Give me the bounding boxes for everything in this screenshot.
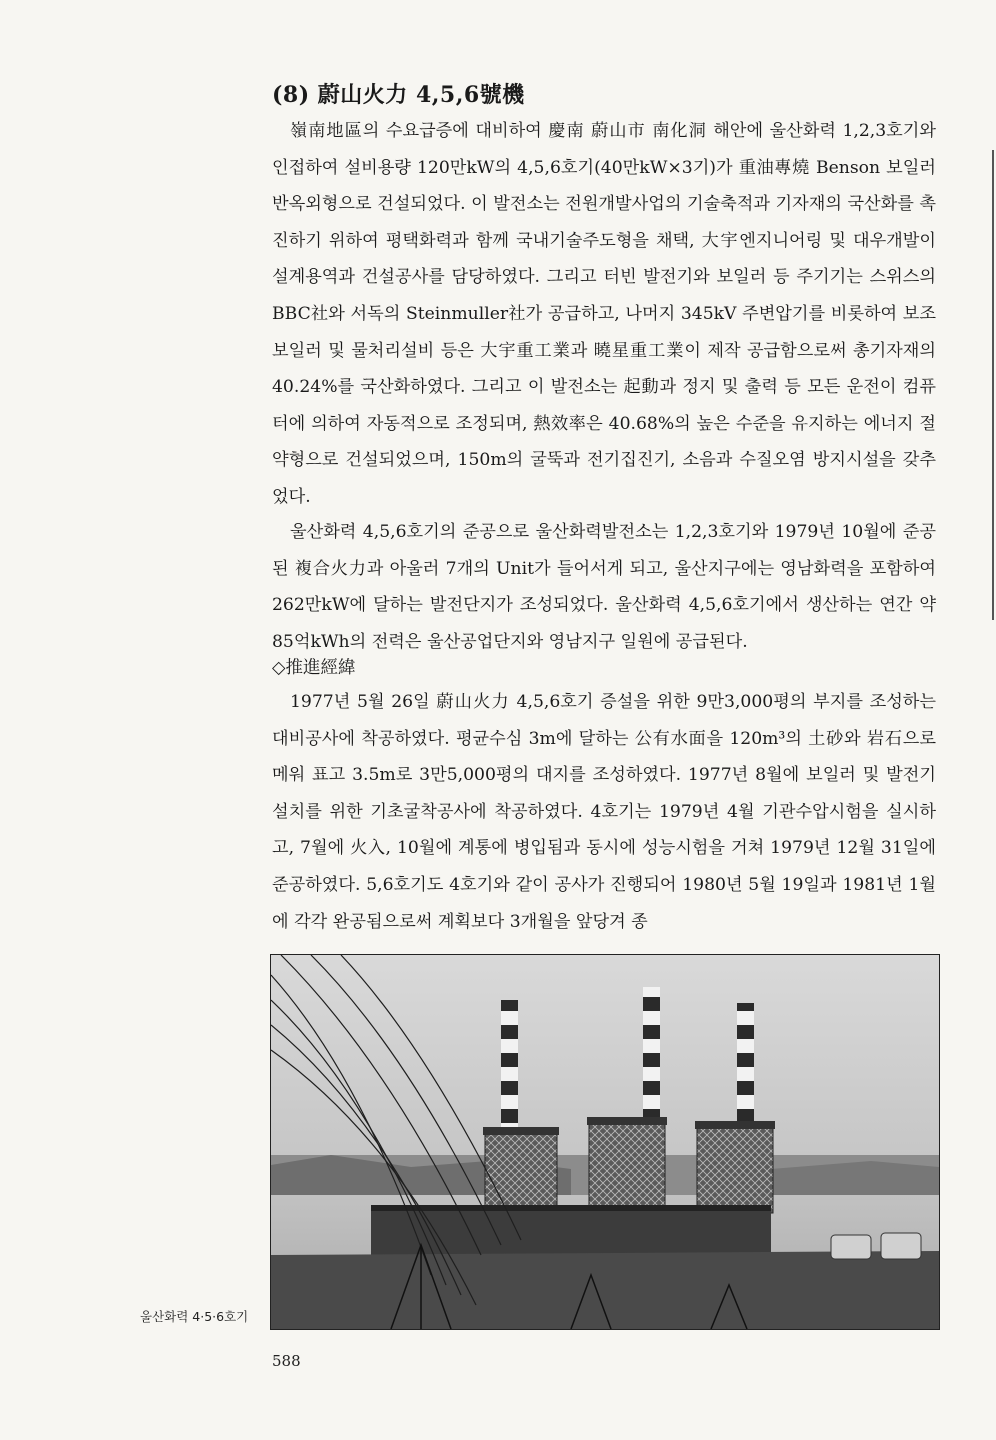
scan-margin-line [992, 150, 994, 620]
body-paragraph-1: 嶺南地區의 수요급증에 대비하여 慶南 蔚山市 南化洞 해안에 울산화력 1,2,3호기와 인접하여 설비용량 120만kW의 4,5,6호기(40만kW×3기)가 重油專燒 Benson 보일러 반옥외형으로 건설되었다. 이 발전소는 전원개발사업의 기술축적과 기자재의 국산화를 촉진하기 위하여 평택화력과 함께 국내기술주도형을 채택, 大宇엔지니어링 및 대우개발이 설계용역과 건설공사를 담당하였다. 그리고 터빈 발전기와 보일러 등 주기기는 스위스의 BBC社와 서독의 Steinmuller社가 공급하고, 나머지 345kV 주변압기를 비롯하여 보조보일러 및 물처리설비 등은 大宇重工業과 曉星重工業이 제작 공급함으로써 총기자재의 40.24%를 국산화하였다. 그리고 이 발전소는 起動과 정지 및 출력 등 모든 운전이 컴퓨터에 의하여 자동적으로 조정되며, 熱效率은 40.68%의 높은 수준을 유지하는 에너지 절약형으로 건설되었으며, 150m의 굴뚝과 전기집진기, 소음과 수질오염 방지시설을 갖추었다. [272, 121, 936, 507]
body-paragraph-2: 울산화력 4,5,6호기의 준공으로 울산화력발전소는 1,2,3호기와 1979년 10월에 준공된 複合火力과 아울러 7개의 Unit가 들어서게 되고, 울산지구에는 영남화력을 포함하여 262만kW에 달하는 발전단지가 조성되었다. 울산화력 4,5,6호기에서 생산하는 연간 약 85억kWh의 전력은 울산공업단지와 영남지구 일원에 공급된다. [272, 522, 936, 652]
body-paragraph-3: 1977년 5월 26일 蔚山火力 4,5,6호기 증설을 위한 9만3,000평의 부지를 조성하는 대비공사에 착공하였다. 평균수심 3m에 달하는 公有水面을 120m³의 土砂와 岩石으로 메워 표고 3.5m로 3만5,000평의 대지를 조성하였다. 1977년 8월에 보일러 및 발전기 설치를 위한 기초굴착공사에 착공하였다. 4호기는 1979년 4월 기관수압시험을 실시하고, 7월에 火入, 10월에 계통에 병입됨과 동시에 성능시험을 거쳐 1979년 12월 31일에 준공하였다. 5,6호기도 4호기와 같이 공사가 진행되어 1980년 5월 19일과 1981년 1월에 각각 완공됨으로써 계획보다 3개월을 앞당겨 종 [272, 692, 936, 932]
photo-caption: 울산화력 4·5·6호기 [140, 1309, 249, 1324]
section-title: (8) 蔚山火力 4,5,6號機 [272, 82, 525, 108]
subheading-progress: ◇推進經緯 [272, 658, 356, 678]
page-number: 588 [272, 1352, 301, 1370]
power-plant-photo [270, 954, 940, 1330]
